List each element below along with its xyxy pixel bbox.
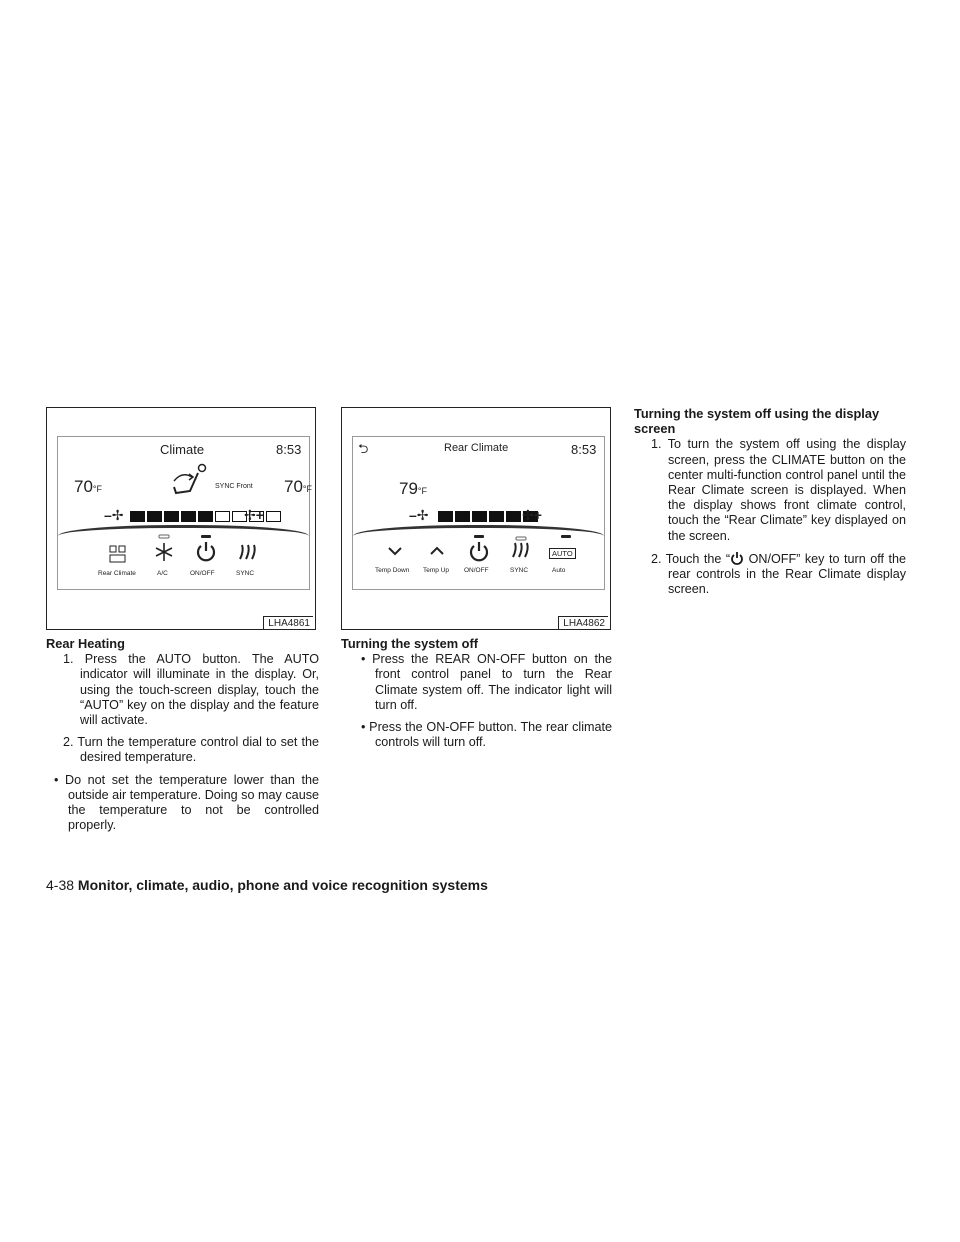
figure-climate-screen: [46, 407, 316, 630]
seat-airflow-icon: [162, 463, 212, 503]
rear-climate-display: [352, 436, 605, 590]
step-1: 1. Press the AUTO button. The AUTO indicator will illuminate in the display. Or, using the touch-screen display, touch the “AUTO” key on the display and the feature will activate.: [63, 652, 319, 728]
section-title: Monitor, climate, audio, phone and voice recognition systems: [77, 877, 488, 893]
fan-increase-icon[interactable]: ✢+: [244, 507, 264, 523]
auto-key[interactable]: AUTO: [549, 548, 576, 559]
clock: 8:53: [571, 442, 597, 457]
clock: 8:53: [276, 442, 302, 457]
back-arrow-icon[interactable]: ⮌: [358, 441, 369, 456]
divider-arc: [58, 525, 309, 536]
left-temperature: 70°F: [74, 477, 103, 496]
heading-display-off: Turning the system off using the display screen: [634, 406, 880, 437]
fan-segment: [455, 511, 470, 522]
fan-segment: [438, 511, 453, 522]
bullet-2: • Press the ON-OFF button. The rear climate controls will turn off.: [361, 720, 612, 750]
sync-icon[interactable]: [509, 537, 533, 561]
bullet-1: • Press the REAR ON-OFF button on the front control panel to turn the Rear Climate system off. The indicator light will turn off.: [361, 652, 612, 712]
heading-turning-off: Turning the system off: [341, 636, 478, 651]
fan-decrease-icon[interactable]: –✢: [409, 507, 429, 523]
fan-segment: [215, 511, 230, 522]
fan-segment: [198, 511, 213, 522]
fan-segment: [266, 511, 281, 522]
power-icon[interactable]: [467, 535, 491, 565]
step-2: 2. Touch the “ ON/OFF” key to turn off the rear controls in the Rear Climate display screen.: [651, 551, 906, 597]
step-2: 2. Turn the temperature control dial to set the desired temperature.: [63, 735, 319, 765]
fan-segment: [181, 511, 196, 522]
label-rear-climate: Rear Climate: [98, 570, 136, 577]
chevron-up-icon[interactable]: [429, 545, 445, 557]
sync-front-label: SYNC Front: [215, 483, 253, 490]
page-number: 4-38: [46, 877, 75, 893]
rear-climate-icon[interactable]: [108, 544, 128, 566]
fan-segment: [472, 511, 487, 522]
fan-decrease-icon[interactable]: –✢: [104, 507, 124, 523]
climate-display: [57, 436, 313, 590]
column-rear-heating: [46, 636, 319, 840]
label-sync: SYNC: [510, 567, 529, 574]
figure-rear-climate-screen: [341, 407, 611, 630]
heading-rear-heating: Rear Heating: [46, 636, 125, 651]
ac-snowflake-icon[interactable]: [153, 535, 177, 565]
sync-icon[interactable]: [236, 541, 260, 563]
label-on-off: ON/OFF: [190, 570, 215, 577]
label-sync: SYNC: [236, 570, 255, 577]
fan-segment: [147, 511, 162, 522]
power-icon: [730, 551, 744, 565]
fan-segment: [506, 511, 521, 522]
screen-title: Climate: [160, 442, 205, 457]
screen-title: Rear Climate: [444, 442, 509, 454]
fan-increase-icon[interactable]: ✢+: [522, 507, 542, 523]
label-auto: Auto: [552, 567, 566, 574]
figure-code: LHA4861: [263, 616, 313, 629]
rear-temperature: 79°F: [399, 479, 428, 498]
page-footer: [46, 877, 488, 893]
fan-segment: [489, 511, 504, 522]
column-turning-off: [341, 636, 612, 757]
label-on-off: ON/OFF: [464, 567, 489, 574]
fan-segment: [164, 511, 179, 522]
label-temp-up: Temp Up: [423, 567, 450, 574]
power-icon[interactable]: [194, 535, 218, 565]
label-temp-down: Temp Down: [375, 567, 410, 574]
right-temperature: 70°F: [284, 477, 313, 496]
column-display-off: [634, 406, 906, 604]
bullet-note: • Do not set the temperature lower than the outside air temperature. Doing so may cause the temperature to not be controlled properly.: [54, 772, 319, 833]
figure-code: LHA4862: [558, 616, 608, 629]
fan-segment: [130, 511, 145, 522]
label-ac: A/C: [157, 570, 168, 577]
chevron-down-icon[interactable]: [387, 545, 403, 557]
step-1: 1. To turn the system off using the display screen, press the CLIMATE button on the center multi-function control panel until the Rear Climate screen is displayed. When the display shows front climate control, touch the “Rear Climate” key displayed on the screen.: [651, 437, 906, 543]
